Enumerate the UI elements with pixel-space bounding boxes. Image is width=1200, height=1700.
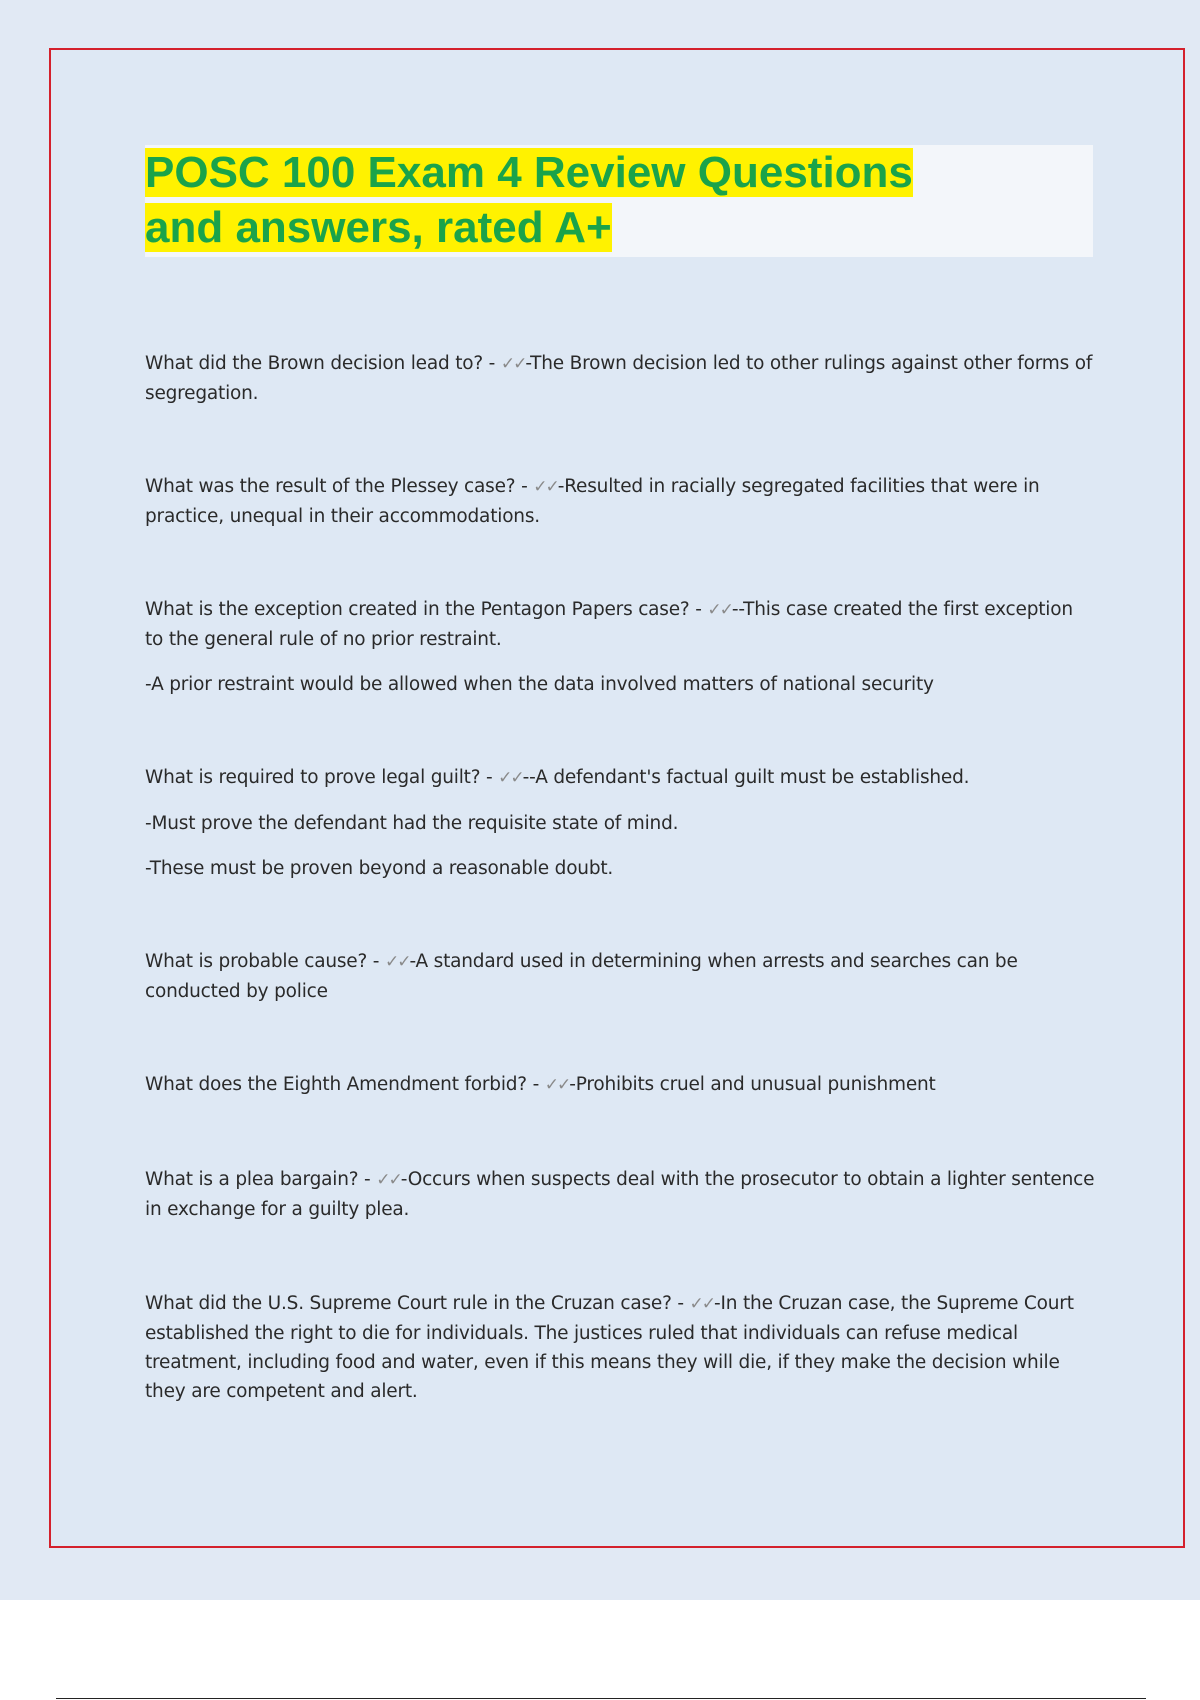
question-text: What did the U.S. Supreme Court rule in the Cruzan case? - — [145, 1293, 690, 1314]
document-title — [145, 145, 913, 255]
double-check-icon: ✓✓ — [498, 768, 523, 788]
qa-text — [145, 595, 1095, 654]
question-text: What is probable cause? - — [145, 951, 385, 972]
answer-text: -Occurs when suspects deal with the prosecutor to obtain a lighter sentence in exchange for a guilty plea. — [145, 1169, 1095, 1220]
question-text: What does the Eighth Amendment forbid? - — [145, 1074, 545, 1095]
question-text: What is a plea bargain? - — [145, 1169, 377, 1190]
answer-extra-line: -These must be proven beyond a reasonable doubt. — [145, 858, 614, 879]
double-check-icon: ✓✓ — [384, 952, 410, 972]
double-check-icon: ✓✓ — [689, 1294, 715, 1314]
qa-text — [145, 1165, 1095, 1224]
qa-item — [145, 1070, 1095, 1100]
answer-text: --A defendant's factual guilt must be established. — [522, 767, 970, 788]
answer-text: -In the Cruzan case, the Supreme Court established the right to die for individuals. The justices ruled that individuals can refuse medical treatment, including food and water, even if this means they will die, if they make the decision while they are competent and alert. — [145, 1293, 1074, 1402]
qa-item — [145, 1289, 1095, 1406]
qa-item — [145, 947, 1095, 1006]
question-text: What was the result of the Plessey case? - — [145, 476, 534, 497]
answer-text: --This case created the first exception to the general rule of no prior restraint. — [145, 599, 1073, 650]
double-check-icon: ✓✓ — [500, 354, 526, 374]
qa-item — [145, 472, 1095, 531]
qa-text — [145, 472, 1095, 531]
double-check-icon: ✓✓ — [533, 477, 558, 497]
qa-text — [145, 947, 1095, 1006]
qa-item — [145, 349, 1095, 408]
answer-text: -Prohibits cruel and unusual punishment — [569, 1074, 936, 1095]
double-check-icon: ✓✓ — [544, 1075, 570, 1095]
qa-item — [145, 1165, 1095, 1224]
qa-text — [145, 763, 1095, 793]
qa-item — [145, 763, 1095, 883]
qa-text — [145, 1289, 1095, 1406]
question-text: What is required to prove legal guilt? - — [145, 767, 499, 788]
title-line-1: POSC 100 Exam 4 Review Questions — [145, 148, 913, 197]
qa-text — [145, 1070, 1095, 1100]
footer-divider — [56, 1698, 1146, 1699]
answer-text: -A standard used in determining when arrests and searches can be conducted by police — [145, 951, 1018, 1002]
double-check-icon: ✓✓ — [376, 1170, 401, 1190]
question-text: What did the Brown decision lead to? - — [145, 353, 501, 374]
qa-text — [145, 349, 1095, 408]
answer-text: -Resulted in racially segregated facilities that were in practice, unequal in their accommodations. — [145, 476, 1040, 527]
qa-item — [145, 595, 1095, 699]
answer-extra-line: -Must prove the defendant had the requisite state of mind. — [145, 813, 679, 834]
answer-text: -The Brown decision led to other rulings against other forms of segregation. — [145, 353, 1093, 404]
title-line-2: and answers, rated A+ — [145, 203, 612, 252]
double-check-icon: ✓✓ — [707, 600, 732, 620]
question-text: What is the exception created in the Pentagon Papers case? - — [145, 599, 708, 620]
answer-extra-line: -A prior restraint would be allowed when the data involved matters of national security — [145, 674, 934, 695]
